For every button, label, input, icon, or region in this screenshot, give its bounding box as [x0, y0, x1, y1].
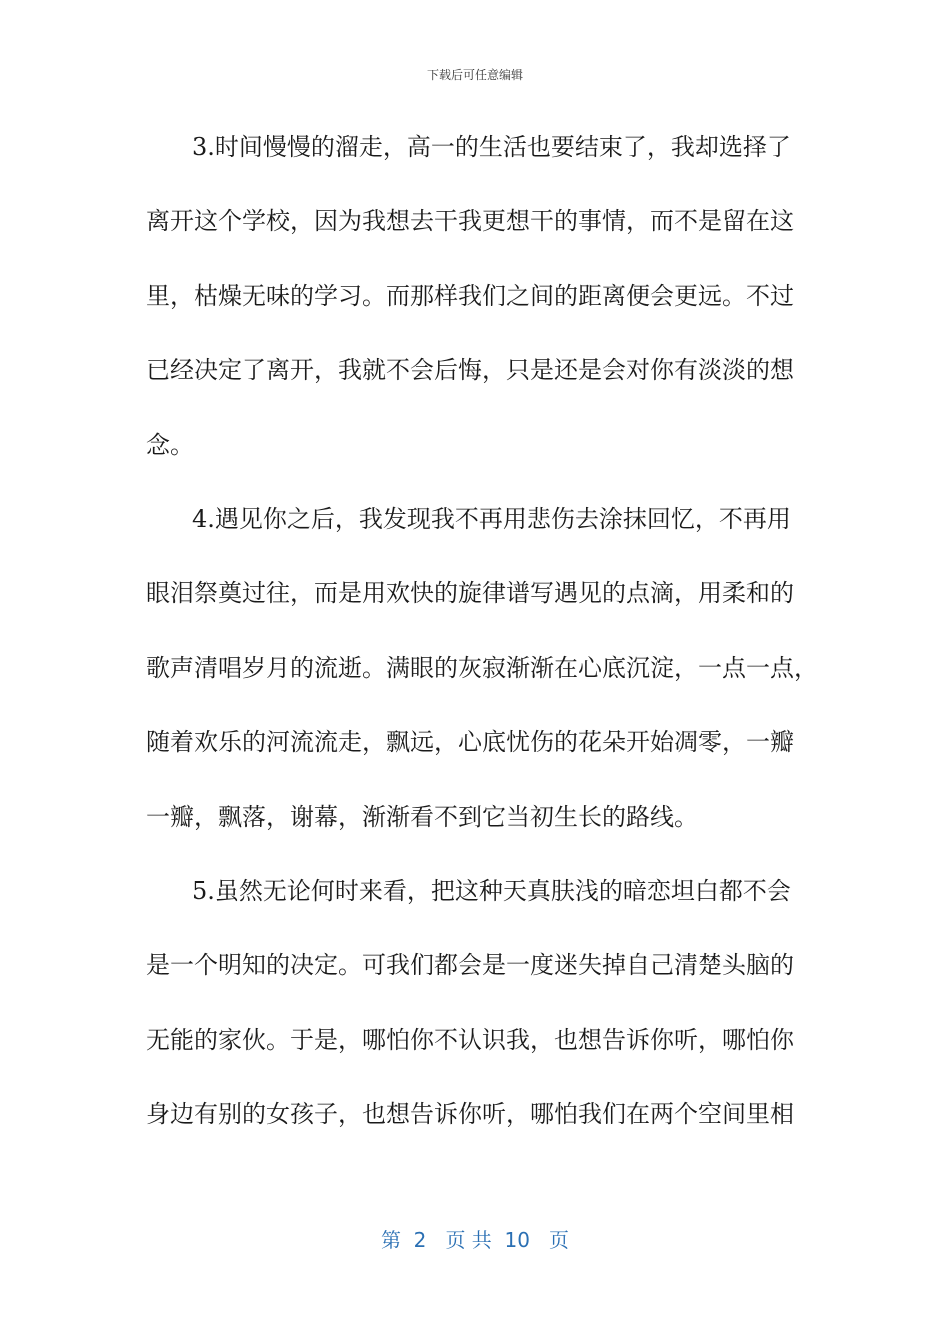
- paragraph-5-line-2: 是一个明知的决定。可我们都会是一度迷失掉自己清楚头脑的: [146, 951, 794, 980]
- paragraph-4-line-4: 随着欢乐的河流流走，飘远，心底忧伤的花朵开始凋零，一瓣: [146, 728, 794, 757]
- paragraph-4-line-5: 一瓣，飘落，谢幕，渐渐看不到它当初生长的路线。: [146, 802, 698, 831]
- paragraph-4-line-1: 4.遇见你之后，我发现我不再用悲伤去涂抹回忆，不再用: [192, 504, 791, 533]
- header-note: 下载后可任意编辑: [426, 68, 523, 82]
- document-body: [146, 120, 818, 1161]
- paragraph-5-line-1: 5.虽然无论何时来看，把这种天真肤浅的暗恋坦白都不会: [192, 876, 791, 905]
- paragraph-3-line-2: 离开这个学校，因为我想去干我更想干的事情，而不是留在这: [146, 207, 794, 236]
- paragraph-3-line-5: 念。: [146, 430, 194, 459]
- paragraph-3-line-4: 已经决定了离开，我就不会后悔，只是还是会对你有淡淡的想: [146, 356, 794, 385]
- page-number-footer: 第 2 页 共 10 页: [380, 1228, 570, 1252]
- paragraph-3-line-1: 3.时间慢慢的溜走，高一的生活也要结束了，我却选择了: [192, 133, 791, 161]
- paragraph-5-line-3: 无能的家伙。于是，哪怕你不认识我，也想告诉你听，哪怕你: [146, 1025, 794, 1054]
- paragraph-4-line-3: 歌声清唱岁月的流逝。满眼的灰寂渐渐在心底沉淀，一点一点，: [146, 653, 818, 682]
- paragraph-3-line-3: 里，枯燥无味的学习。而那样我们之间的距离便会更远。不过: [146, 281, 794, 310]
- paragraph-5-line-4: 身边有别的女孩子，也想告诉你听，哪怕我们在两个空间里相: [146, 1100, 794, 1129]
- paragraph-4-line-2: 眼泪祭奠过往，而是用欢快的旋律谱写遇见的点滴，用柔和的: [146, 579, 794, 608]
